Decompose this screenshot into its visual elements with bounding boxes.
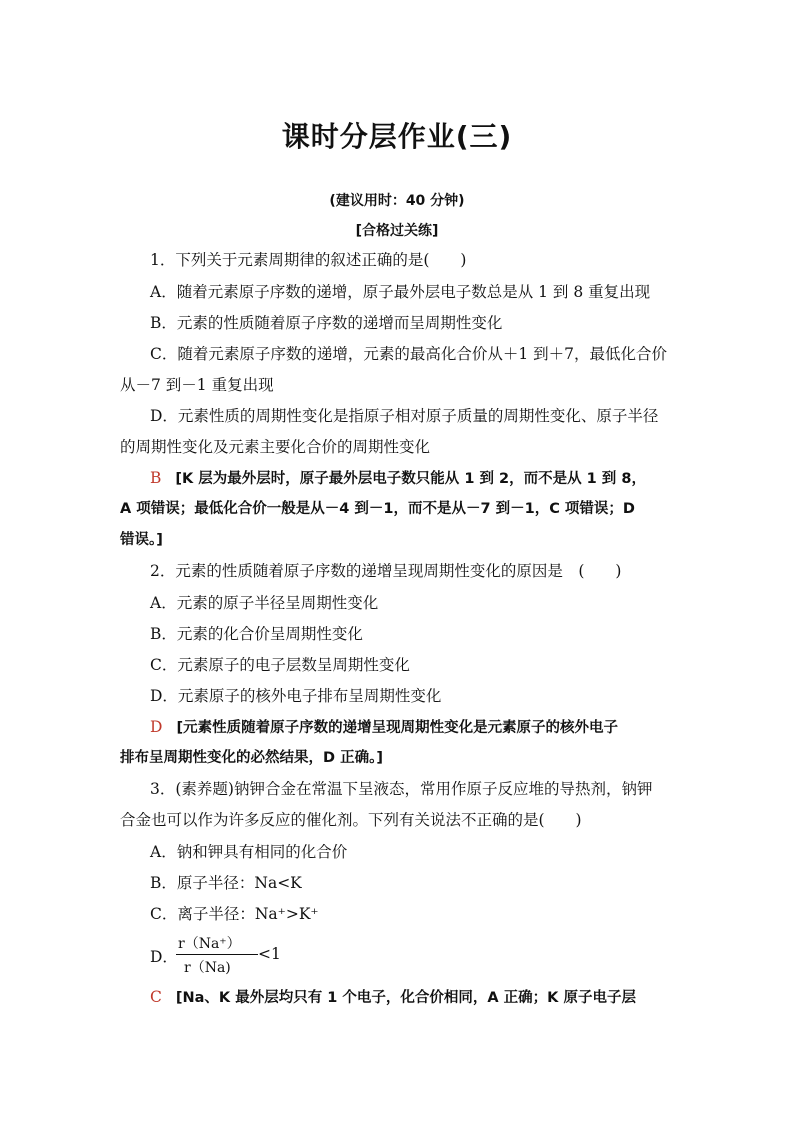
q2-explanation-line1 <box>150 717 710 738</box>
q1-explanation-text: [K 层为最外层时，原子最外层电子数只能从 1 到 2，而不是从 1 到 8， <box>175 471 646 487</box>
q1-option-b: B．元素的性质随着原子序数的递增而呈周期性变化 <box>150 314 503 332</box>
time-note: (建议用时：40 分钟) <box>329 193 465 209</box>
q1-stem: 1．下列关于元素周期律的叙述正确的是( ) <box>150 251 467 269</box>
q1-explanation-line3: 错误。] <box>120 532 163 548</box>
q2-explanation-text: [元素性质随着原子序数的递增呈现周期性变化是元素原子的核外电子 <box>176 720 619 736</box>
q2-option-a: A．元素的原子半径呈周期性变化 <box>150 594 379 612</box>
q2-answer: D <box>150 718 163 736</box>
q3-option-a: A．钠和钾具有相同的化合价 <box>150 843 348 861</box>
q3-explanation-text: [Na、K 最外层均只有 1 个电子，化合价相同，A 正确；K 原子电子层 <box>175 990 636 1006</box>
fraction-denominator: r（Na) <box>184 960 231 976</box>
q3-option-c: C．离子半径：Na⁺>K⁺ <box>150 905 319 923</box>
q3-option-d-label: D． <box>150 948 178 966</box>
page-title: 课时分层作业(三) <box>281 120 513 153</box>
q1-explanation-line2: A 项错误；最低化合价一般是从－4 到－1，而不是从－7 到－1，C 项错误；D <box>120 501 635 517</box>
q3-stem-line2: 合金也可以作为许多反应的催化剂。下列有关说法不正确的是( ) <box>120 811 582 829</box>
q1-option-d-line1: D．元素性质的周期性变化是指原子相对原子质量的周期性变化、原子半径 <box>150 407 659 425</box>
q1-option-a: A．随着元素原子序数的递增，原子最外层电子数总是从 1 到 8 重复出现 <box>150 283 651 301</box>
q3-option-b: B．原子半径：Na<K <box>150 874 302 892</box>
fraction-relation: <1 <box>258 945 281 963</box>
q2-stem: 2．元素的性质随着原子序数的递增呈现周期性变化的原因是 ( ) <box>150 562 622 580</box>
q2-explanation-line2: 排布呈周期性变化的必然结果，D 正确。] <box>120 750 383 766</box>
q1-explanation-line1 <box>150 468 710 489</box>
q3-answer: C <box>150 988 162 1006</box>
q1-option-c-line1: C．随着元素原子序数的递增，元素的最高化合价从＋1 到＋7，最低化合价 <box>150 345 668 363</box>
q1-option-d-line2: 的周期性变化及元素主要化合价的周期性变化 <box>120 438 431 456</box>
q3-stem-line1: 3．(素养题)钠钾合金在常温下呈液态，常用作原子反应堆的导热剂，钠钾 <box>150 780 653 798</box>
fraction-numerator: r（Na⁺） <box>178 936 241 952</box>
q1-answer: B <box>150 469 162 487</box>
fraction-bar <box>176 954 258 955</box>
q2-option-c: C．元素原子的电子层数呈周期性变化 <box>150 656 410 674</box>
q2-option-b: B．元素的化合价呈周期性变化 <box>150 625 363 643</box>
q2-option-d: D．元素原子的核外电子排布呈周期性变化 <box>150 687 442 705</box>
q3-explanation-line1 <box>150 987 710 1008</box>
section-heading: [合格过关练] <box>355 223 439 239</box>
q1-option-c-line2: 从－7 到－1 重复出现 <box>120 376 274 394</box>
